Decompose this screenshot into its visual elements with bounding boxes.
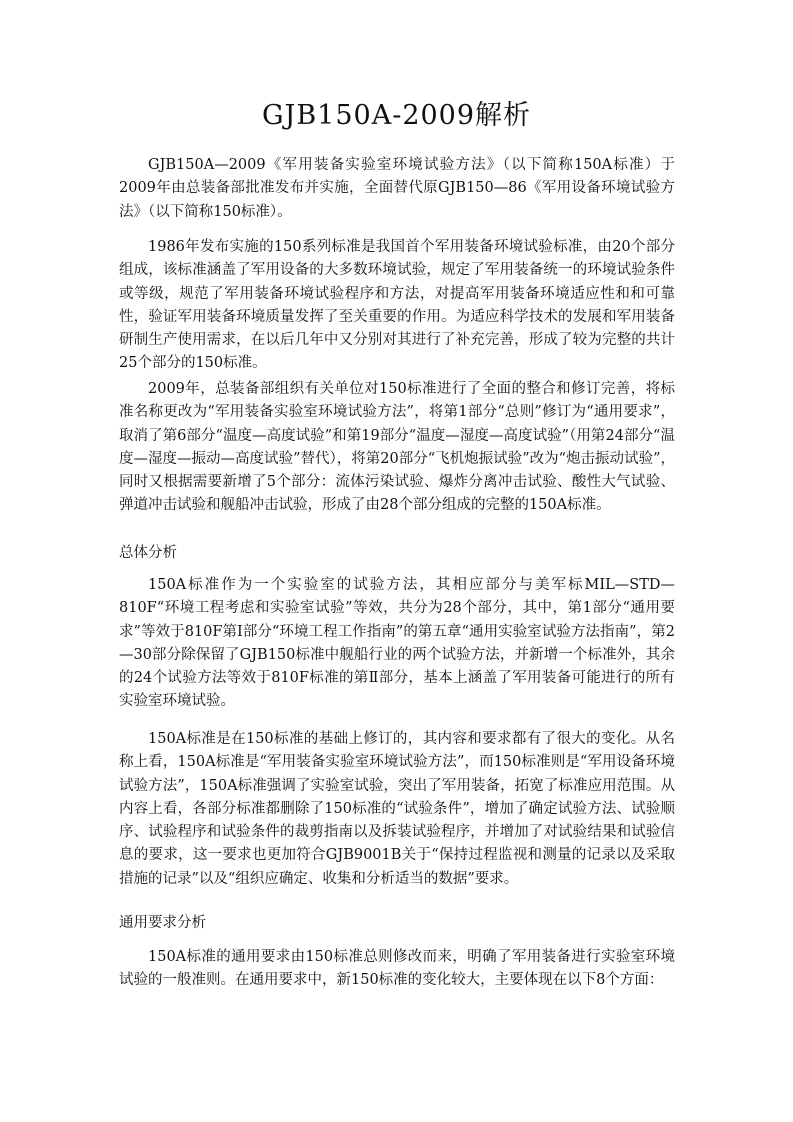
paragraph-intro: GJB150A—2009《军用装备实验室环境试验方法》（以下简称150A标准）于2009年由总装备部批准发布并实施，全面替代原GJB150—86《军用设备环境试验方法》（以下简称150标准）。 — [119, 157, 675, 220]
document-title: GJB150A-2009解析 — [261, 100, 532, 131]
paragraph-general-requirements: 150A标准的通用要求由150标准总则修改而来，明确了军用装备进行实验室环境试验的一般准则。在通用要求中，新150标准的变化较大，主要体现在以下8个方面： — [119, 949, 675, 989]
paragraph-revision: 2009年，总装备部组织有关单位对150标准进行了全面的整合和修订完善，将标准名称更改为“军用装备实验室环境试验方法”，将第1部分“总则”修订为“通用要求”，取消了第6部分“温度—高度试验”和第19部分“温度—湿度—高度试验”（用第24部分“温度—湿度—振动—高度试验”替代），将第20部分“飞机炮振试验”改为“炮击振动试验”，同时又根据需要新增了5个部分：流体污染试验、爆炸分离冲击试验、酸性大气试验、弹道冲击试验和舰船冲击试验，形成了由28个部分组成的完整的150A标准。 — [119, 381, 675, 514]
section-heading-overall-analysis: 总体分析 — [119, 545, 177, 561]
paragraph-history: 1986年发布实施的150系列标准是我国首个军用装备环境试验标准，由20个部分组成，该标准涵盖了军用设备的大多数环境试验，规定了军用装备统一的环境试验条件或等级，规范了军用装备环境试验程序和方法，对提高军用装备环境适应性和和可靠性，验证军用装备环境质量发挥了至关重要的作用。为适应科学技术的发展和军用装备研制生产使用需求，在以后几年中又分别对其进行了补充完善，形成了较为完整的共计25个部分的150标准。 — [119, 239, 675, 372]
paragraph-overall-changes: 150A标准是在150标准的基础上修订的，其内容和要求都有了很大的变化。从名称上看，150A标准是“军用装备实验室环境试验方法”，而150标准则是“军用设备环境试验方法”，150A标准强调了实验室试验，突出了军用装备，拓宽了标准应用范围。从内容上看，各部分标准都删除了150标准的“试验条件”，增加了确定试验方法、试验顺序、试验程序和试验条件的裁剪指南以及拆装试验程序，并增加了对试验结果和试验信息的要求，这一要求也更加符合GJB9001B关于“保持过程监视和测量的记录以及采取措施的记录”以及“组织应确定、收集和分析适当的数据”要求。 — [119, 731, 675, 887]
section-heading-general-requirements: 通用要求分析 — [119, 915, 206, 931]
paragraph-overall-equivalence: 150A标准作为一个实验室的试验方法，其相应部分与美军标MIL—STD—810F“环境工程考虑和实验室试验”等效，共分为28个部分，其中，第1部分“通用要求”等效于810F第Ⅰ部分“环境工程工作指南”的第五章“通用实验室试验方法指南”，第2—30部分除保留了GJB150标准中舰船行业的两个试验方法，并新增一个标准外，其余的24个试验方法等效于810F标准的第Ⅱ部分，基本上涵盖了军用装备可能进行的所有实验室环境试验。 — [119, 577, 675, 710]
